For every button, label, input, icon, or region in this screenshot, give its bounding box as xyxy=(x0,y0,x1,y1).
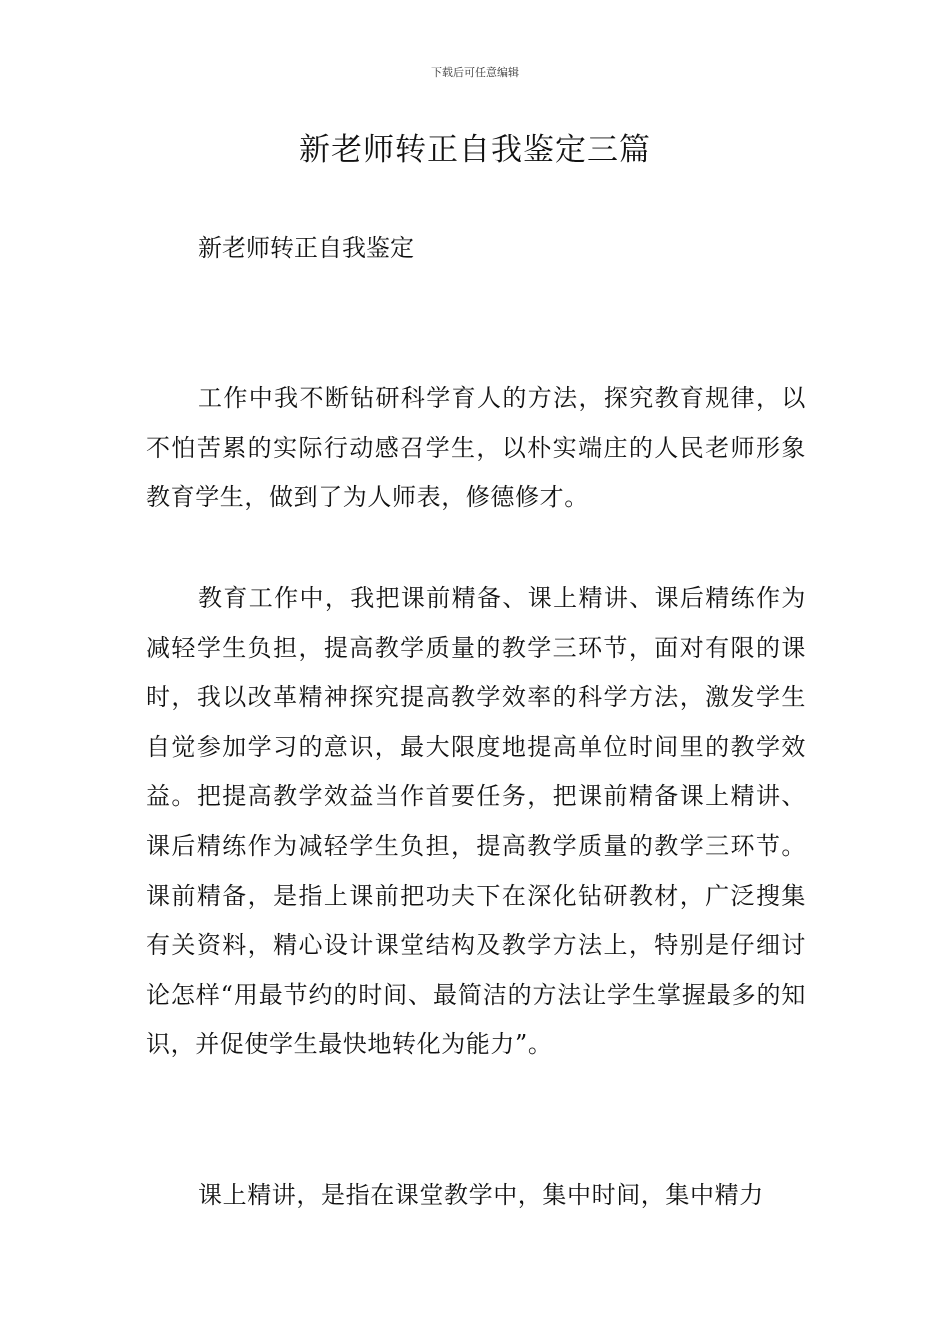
body-paragraph-2: 教育工作中，我把课前精备、课上精讲、课后精练作为减轻学生负担，提高教学质量的教学三环节，面对有限的课时，我以改革精神探究提高教学效率的科学方法，激发学生自觉参加学习的意识，最大限度地提高单位时间里的教学效益。把提高教学效益当作首要任务，把课前精备课上精讲、课后精练作为减轻学生负担，提高教学质量的教学三环节。课前精备，是指上课前把功夫下在深化钻研教材，广泛搜集有关资料，精心设计课堂结构及教学方法上，特别是仔细讨论怎样“用最节约的时间、最简洁的方法让学生掌握最多的知识，并促使学生最快地转化为能力”。 xyxy=(146,584,806,1059)
body-paragraph-3: 课上精讲，是指在课堂教学中，集中时间，集中精力 xyxy=(198,1181,764,1209)
header-note: 下载后可任意编辑 xyxy=(431,66,519,79)
document-title: 新老师转正自我鉴定三篇 xyxy=(299,132,651,168)
body-paragraph-1: 工作中我不断钻研科学育人的方法，探究教育规律，以不怕苦累的实际行动感召学生，以朴实端庄的人民老师形象教育学生，做到了为人师表，修德修才。 xyxy=(146,384,806,512)
section-heading: 新老师转正自我鉴定 xyxy=(198,234,414,262)
